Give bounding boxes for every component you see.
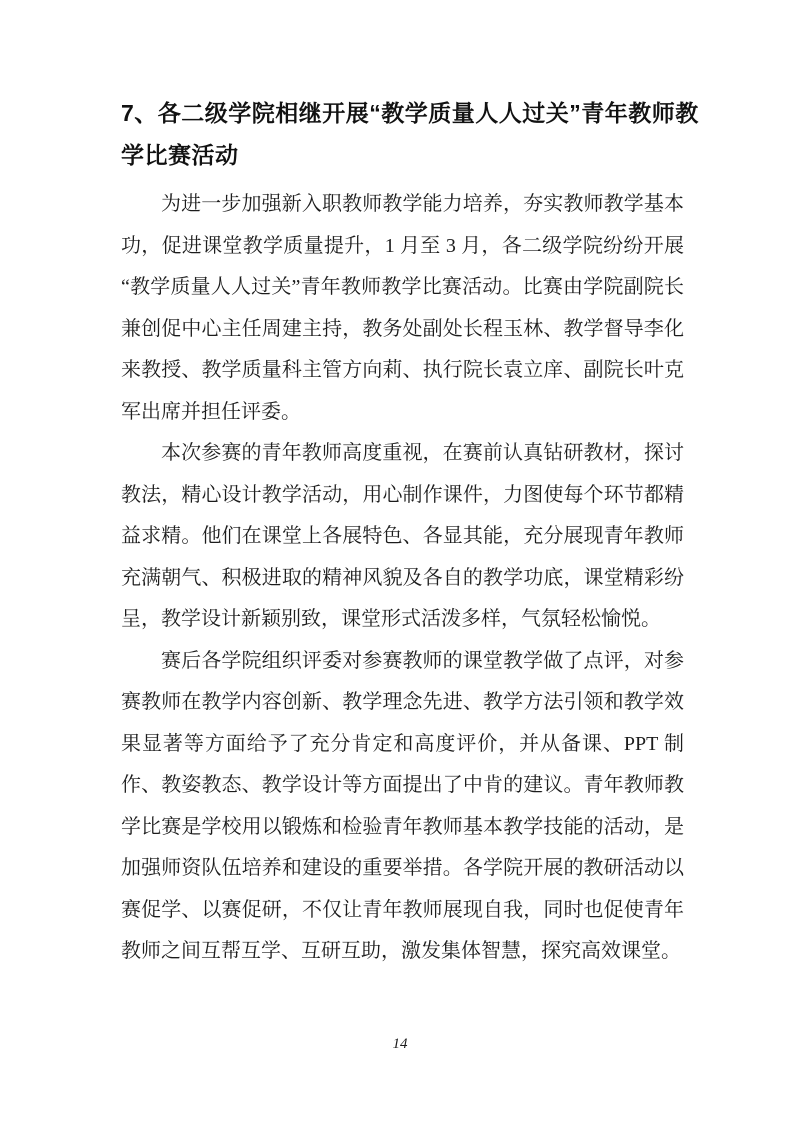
paragraph-2: 本次参赛的青年教师高度重视，在赛前认真钻研教材，探讨教法，精心设计教学活动，用心制作课件，力图使每个环节都精益求精。他们在课堂上各展特色、各显其能，充分展现青年教师充满朝气、积极进取的精神风貌及各自的教学功底，课堂精彩纷呈，教学设计新颖别致，课堂形式活泼多样，气氛轻松愉悦。 xyxy=(121,442,684,630)
paragraph-1: 为进一步加强新入职教师教学能力培养，夯实教师教学基本功，促进课堂教学质量提升，1 月至 3 月，各二级学院纷纷开展 “教学质量人人过关”青年教师教学比赛活动。比赛由学院副院长兼创促中心主任周建主持，教务处副处长程玉林、教学督导李化来教授、教学质量科主管方向莉、执行院长袁立庠、副院长叶克军出席并担任评委。 xyxy=(121,193,684,423)
page-content xyxy=(121,92,699,973)
page-number: 14 xyxy=(392,1036,408,1052)
section-heading: 7、各二级学院相继开展“教学质量人人过关”青年教师教学比赛活动 xyxy=(121,100,699,168)
paragraph-3: 赛后各学院组织评委对参赛教师的课堂教学做了点评，对参赛教师在教学内容创新、教学理念先进、教学方法引领和教学效果显著等方面给予了充分肯定和高度评价，并从备课、PPT 制作、教姿教态、教学设计等方面提出了中肯的建议。青年教师教学比赛是学校用以锻炼和检验青年教师基本教学技能的活动，是加强师资队伍培养和建设的重要举措。各学院开展的教研活动以赛促学、以赛促研，不仅让青年教师展现自我，同时也促使青年教师之间互帮互学、互研互助，激发集体智慧，探究高效课堂。 xyxy=(121,649,684,962)
body-text xyxy=(121,184,684,973)
